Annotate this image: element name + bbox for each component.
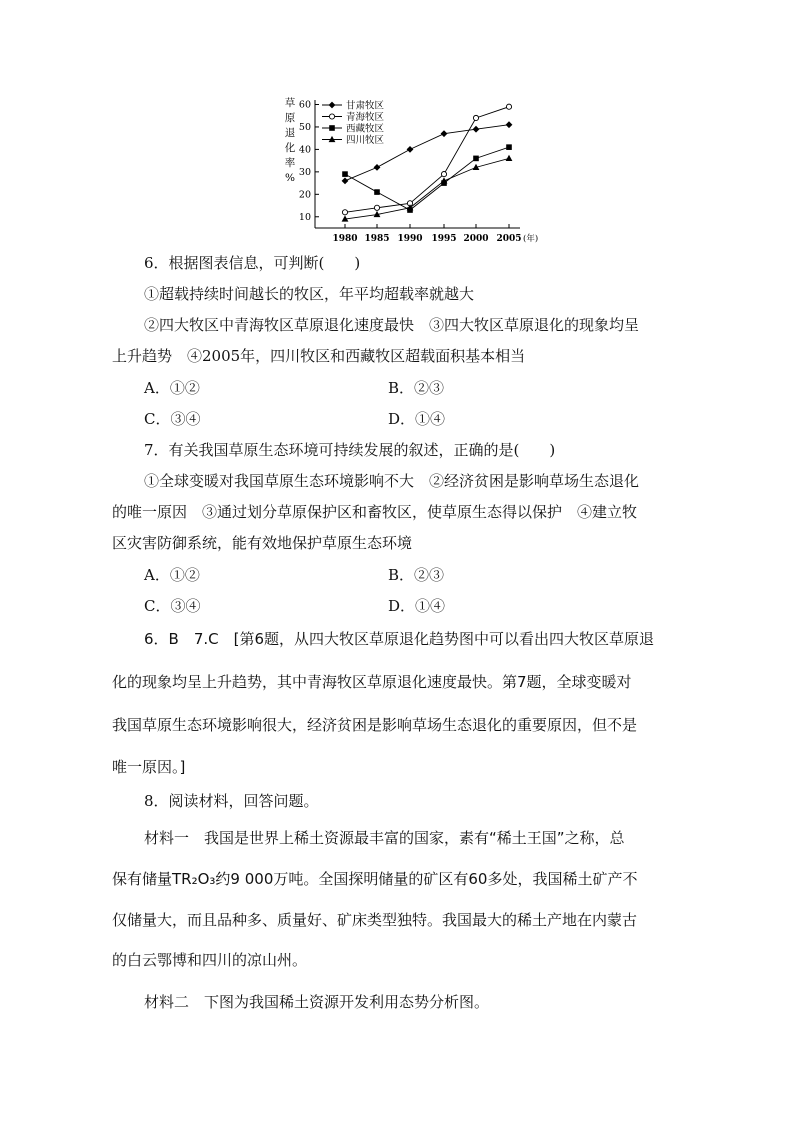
q7-option-b: B．②③ bbox=[388, 566, 445, 584]
material-2: 材料二 下图为我国稀土资源开发利用态势分析图。 bbox=[144, 993, 490, 1011]
y-label-char: 化 bbox=[284, 142, 296, 154]
y-tick-label: 20 bbox=[298, 189, 311, 201]
legend-item bbox=[322, 134, 385, 146]
q6-statement-2: ②四大牧区中青海牧区草原退化速度最快 ③四大牧区草原退化的现象均呈 bbox=[144, 316, 640, 334]
y-label-char: % bbox=[285, 172, 295, 184]
data-point bbox=[329, 102, 336, 109]
x-tick-label: 1995 bbox=[431, 234, 457, 244]
series-square bbox=[342, 144, 512, 212]
data-point bbox=[374, 164, 381, 171]
q6-option-d: D．①④ bbox=[388, 410, 446, 428]
q7-statement-2: 的唯一原因 ③通过划分草原保护区和畜牧区，使草原生态得以保护 ④建立牧 bbox=[112, 503, 638, 521]
data-point bbox=[506, 121, 513, 128]
x-tick-label: 1985 bbox=[364, 234, 390, 244]
answer-line-4: 唯一原因。] bbox=[112, 758, 186, 776]
material-1-line-1: 材料一 我国是世界上稀土资源最丰富的国家，素有“稀土王国”之称，总 bbox=[144, 829, 625, 847]
grassland-degradation-chart bbox=[270, 90, 550, 250]
legend-label: 西藏牧区 bbox=[346, 123, 385, 135]
data-point bbox=[407, 146, 414, 153]
legend-item bbox=[322, 100, 385, 112]
y-label-char: 退 bbox=[284, 127, 296, 139]
material-1-line-2: 保有储量TR₂O₃约9 000万吨。全国探明储量的矿区有60多处，我国稀土矿产不 bbox=[112, 870, 638, 888]
q8-stem: 8．阅读材料，回答问题。 bbox=[144, 792, 319, 810]
data-point bbox=[506, 144, 512, 150]
q7-option-d: D．①④ bbox=[388, 597, 446, 615]
q6-option-a: A．①② bbox=[144, 379, 200, 397]
legend-label: 青海牧区 bbox=[346, 112, 385, 123]
legend-label: 甘肃牧区 bbox=[346, 100, 385, 112]
data-point bbox=[374, 189, 380, 195]
q6-option-c: C．③④ bbox=[144, 410, 201, 428]
y-tick-label: 60 bbox=[298, 99, 311, 111]
q7-option-a: A．①② bbox=[144, 566, 200, 584]
series-line bbox=[345, 147, 509, 210]
legend bbox=[322, 100, 385, 147]
q6-stem: 6．根据图表信息，可判断( ) bbox=[144, 254, 361, 272]
y-label-char: 草 bbox=[284, 97, 296, 109]
x-tick-label: 2000 bbox=[463, 234, 489, 244]
answer-line-1: 6．B 7.C [第6题，从四大牧区草原退化趋势图中可以看出四大牧区草原退 bbox=[144, 630, 655, 648]
q7-stem: 7．有关我国草原生态环境可持续发展的叙述，正确的是( ) bbox=[144, 441, 556, 459]
q6-option-b: B．②③ bbox=[388, 379, 445, 397]
x-tick-label: 1980 bbox=[332, 234, 358, 244]
data-point bbox=[329, 136, 336, 142]
data-point bbox=[473, 156, 479, 162]
y-tick-label: 10 bbox=[298, 211, 311, 223]
data-point bbox=[506, 155, 513, 161]
legend-item bbox=[322, 111, 385, 123]
legend-label: 四川牧区 bbox=[346, 135, 385, 146]
data-point bbox=[329, 114, 334, 119]
data-point bbox=[342, 210, 347, 215]
q7-option-c: C．③④ bbox=[144, 597, 201, 615]
q7-statement-1: ①全球变暖对我国草原生态环境影响不大 ②经济贫困是影响草场生态退化 bbox=[144, 472, 640, 490]
q6-statement-1: ①超载持续时间越长的牧区，年平均超载率就越大 bbox=[144, 285, 475, 303]
q7-statement-3: 区灾害防御系统，能有效地保护草原生态环境 bbox=[112, 534, 413, 552]
legend-item bbox=[322, 123, 385, 135]
data-point bbox=[506, 104, 511, 109]
data-point bbox=[441, 130, 448, 137]
q6-statement-3: 上升趋势 ④2005年，四川牧区和西藏牧区超载面积基本相当 bbox=[112, 347, 526, 365]
data-point bbox=[374, 205, 379, 210]
y-ticks bbox=[299, 99, 319, 222]
material-1-line-4: 的白云鄂博和四川的凉山州。 bbox=[112, 951, 308, 969]
answer-line-3: 我国草原生态环境影响很大，经济贫困是影响草场生态退化的重要原因，但不是 bbox=[112, 716, 638, 734]
data-point bbox=[441, 172, 446, 177]
y-axis-label bbox=[285, 96, 296, 184]
y-label-char: 原 bbox=[284, 112, 296, 124]
x-ticks bbox=[332, 224, 521, 244]
material-1-line-3: 仅储量大，而且品种多、质量好、矿床类型独特。我国最大的稀土产地在内蒙古 bbox=[112, 911, 638, 929]
x-tick-label: 2005 bbox=[496, 234, 522, 244]
data-point bbox=[342, 171, 348, 177]
x-tick-label: 1990 bbox=[397, 234, 423, 244]
data-point bbox=[473, 115, 478, 120]
answer-line-2: 化的现象均呈上升趋势，其中青海牧区草原退化速度最快。第7题，全球变暖对 bbox=[112, 673, 632, 691]
y-tick-label: 50 bbox=[298, 121, 311, 133]
y-label-char: 率 bbox=[284, 157, 296, 169]
data-point bbox=[329, 125, 335, 131]
data-point bbox=[342, 177, 349, 184]
data-point bbox=[473, 126, 480, 133]
y-tick-label: 40 bbox=[298, 144, 311, 156]
x-axis-unit: (年) bbox=[523, 234, 539, 244]
y-tick-label: 30 bbox=[298, 166, 311, 178]
